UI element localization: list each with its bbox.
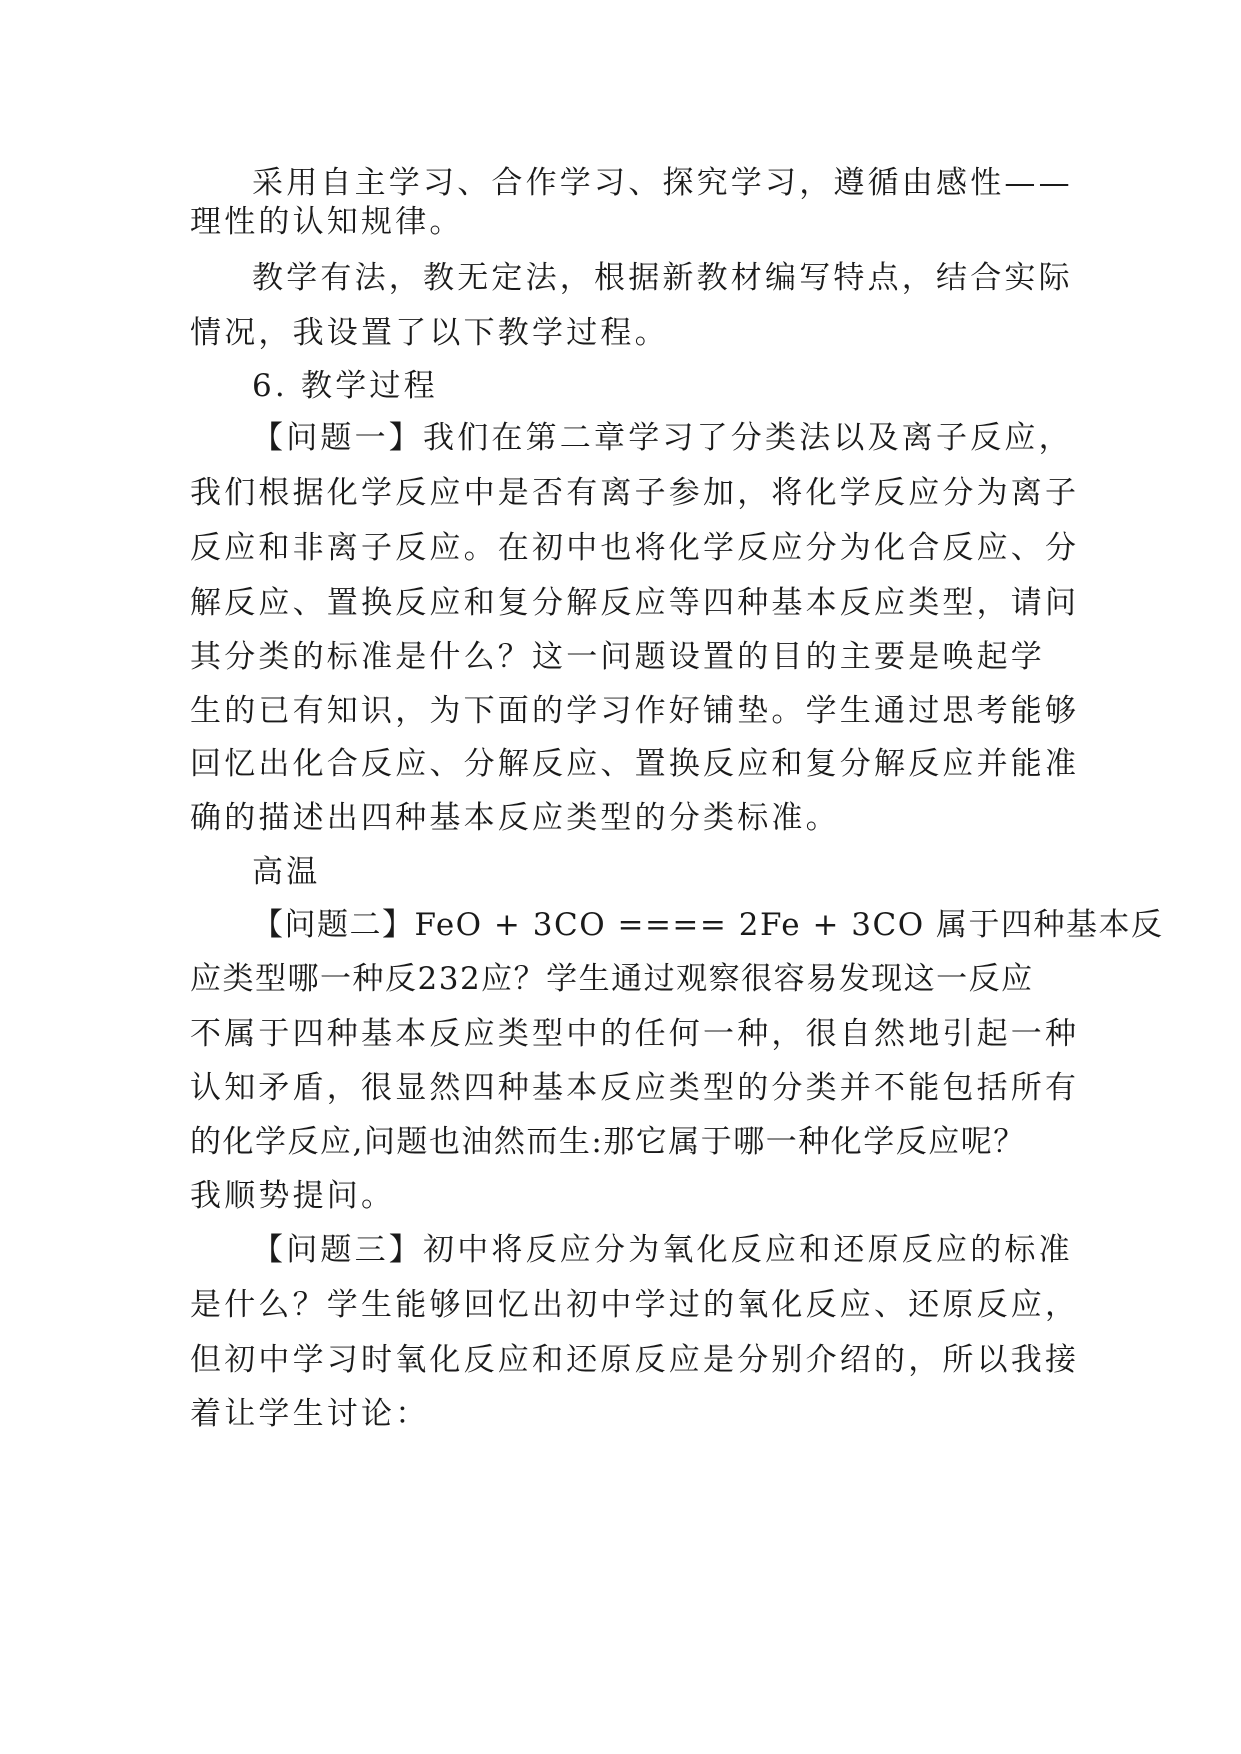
text-line: 我们根据化学反应中是否有离子参加，将化学反应分为离子 (190, 475, 1080, 511)
text-line: 认知矛盾，很显然四种基本反应类型的分类并不能包括所有 (190, 1070, 1080, 1106)
text-line: 反应和非离子反应。在初中也将化学反应分为化合反应、分 (190, 530, 1080, 566)
text-line: 【问题二】FeO + 3CO ==== 2Fe + 3CO 属于四种基本反 (252, 907, 1164, 943)
text-line: 但初中学习时氧化反应和还原反应是分别介绍的，所以我接 (190, 1342, 1080, 1378)
text-line: 解反应、置换反应和复分解反应等四种基本反应类型，请问 (190, 585, 1080, 621)
text-line: 是什么？学生能够回忆出初中学过的氧化反应、还原反应， (190, 1287, 1080, 1323)
text-line: 【问题一】我们在第二章学习了分类法以及离子反应， (252, 420, 1073, 456)
text-line: 生的已有知识，为下面的学习作好铺垫。学生通过思考能够 (190, 693, 1080, 729)
text-line: 教学有法，教无定法，根据新教材编写特点，结合实际 (252, 260, 1073, 296)
text-line: 我顺势提问。 (190, 1178, 396, 1214)
text-line: 采用自主学习、合作学习、探究学习，遵循由感性—— (252, 165, 1073, 201)
text-line: 的化学反应,问题也油然而生:那它属于哪一种化学反应呢？ (190, 1124, 1026, 1160)
section-heading: 6. 教学过程 (252, 368, 438, 404)
text-line: 应类型哪一种反232应？学生通过观察很容易发现这一反应 (190, 961, 1034, 997)
text-line: 【问题三】初中将反应分为氧化反应和还原反应的标准 (252, 1232, 1073, 1268)
text-line: 理性的认知规律。 (190, 204, 464, 240)
text-line: 回忆出化合反应、分解反应、置换反应和复分解反应并能准 (190, 746, 1080, 782)
reaction-condition: 高温 (252, 854, 321, 890)
text-line: 确的描述出四种基本反应类型的分类标准。 (190, 800, 840, 836)
text-line: 着让学生讨论： (190, 1396, 430, 1432)
text-line: 不属于四种基本反应类型中的任何一种，很自然地引起一种 (190, 1016, 1080, 1052)
text-line: 情况，我设置了以下教学过程。 (190, 315, 669, 351)
text-line: 其分类的标准是什么？这一问题设置的目的主要是唤起学 (190, 639, 1045, 675)
